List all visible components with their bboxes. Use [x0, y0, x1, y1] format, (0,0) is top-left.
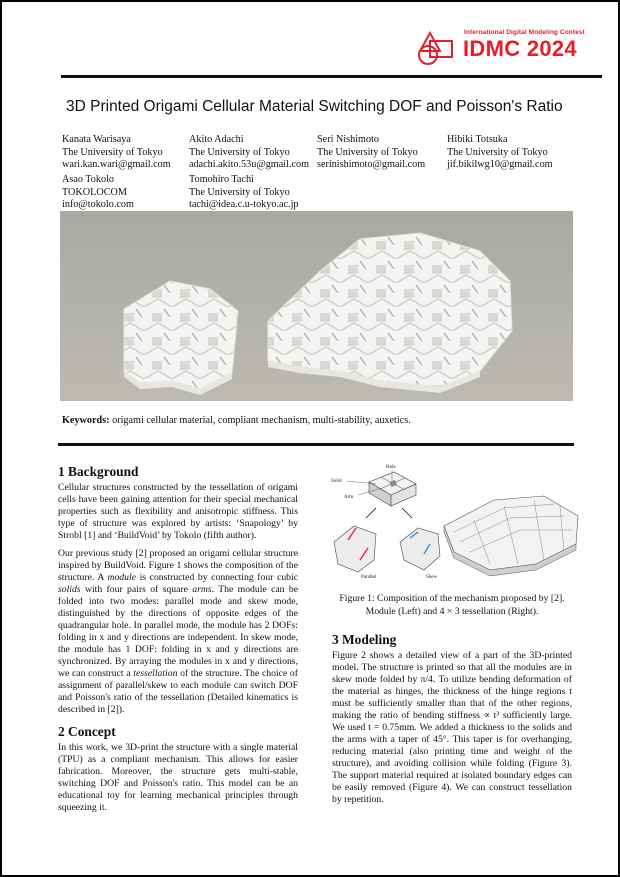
- author-block: [189, 134, 309, 172]
- parallel-mode-diagram: [334, 526, 377, 580]
- author-name: Asao Tokolo: [62, 174, 115, 185]
- section-heading-background: 1 Background: [58, 464, 139, 479]
- label-solid: Solid: [331, 479, 342, 484]
- left-column: [58, 464, 298, 820]
- background-paragraph-2: Our previous study [2] proposed an origami cellular structure inspired by BuildVoid. Figure 1 shows the composition of the structure. A module is constructed by connecting four cubic solids with four pairs of square arms. The module can be folded into two modes: parallel mode and skew mode, distinguished by the directions of opposite edges of the quadrangular hole. In parallel mode, the module has 2 DOFs: folding in x and y directions are independent. In skew mode, the module has 1 DOF: folding in x and y directions are synchronized. By arraying the modules in x and y directions, we can construct a tessellation of the structure. The choice of assignment of parallel/skew to each module can switch DOF and Poisson's ratio of the tessellation (Detailed kinematics is described in [2]).: [58, 548, 299, 715]
- author-affiliation: The University of Tokyo: [189, 146, 290, 158]
- label-parallel: Parallel: [361, 575, 377, 580]
- author-email: serinishimoto@gmail.com: [317, 159, 426, 171]
- label-arm: Arm: [344, 495, 354, 500]
- author-affiliation: TOKOLOCOM: [62, 186, 127, 198]
- author-name: Tomohiro Tachi: [189, 174, 254, 185]
- header-rule: [61, 75, 602, 78]
- tessellation-4x3-diagram: [444, 496, 578, 576]
- background-paragraph-1: Cellular structures constructed by the tessellation of origami cells have been gaining attention for their special mechanical properties such as flexibility and anisotropic stiffness. This type of structure was explored by artists: ‘Snapology’ by Strobl [1] and ‘BuildVoid’ by Tokolo (fifth author).: [58, 482, 298, 541]
- author-affiliation: The University of Tokyo: [62, 146, 163, 158]
- hero-photo-illustration: [60, 211, 573, 401]
- author-name: Seri Nishimoto: [317, 134, 379, 145]
- author-affiliation: The University of Tokyo: [317, 146, 418, 158]
- figure-1: [314, 460, 590, 580]
- author-email: adachi.akito.53u@gmail.com: [189, 159, 309, 171]
- figure-1-caption-line-2: Module (Left) and 4 × 3 tessellation (Right).: [365, 605, 539, 617]
- hero-photo-3d-printed-models: [60, 211, 573, 401]
- keywords-label: Keywords:: [62, 415, 110, 426]
- section-heading-modeling: 3 Modeling: [332, 632, 397, 647]
- author-block: [62, 134, 171, 172]
- author-email: info@tokolo.com: [62, 199, 134, 211]
- author-block: [189, 174, 299, 212]
- right-column: [332, 632, 572, 812]
- author-block: [447, 134, 553, 172]
- author-name: Hibiki Totsuka: [447, 134, 508, 145]
- author-email: tachi@idea.c.u-tokyo.ac.jp: [189, 199, 299, 211]
- figure-1-caption: [314, 593, 590, 618]
- keywords-text: origami cellular material, compliant mechanism, multi-stability, auxetics.: [112, 415, 411, 426]
- section-divider: [58, 443, 574, 446]
- figure-1-caption-line-1: Figure 1: Composition of the mechanism proposed by [2].: [339, 593, 565, 604]
- section-heading-concept: 2 Concept: [58, 724, 116, 739]
- author-affiliation: The University of Tokyo: [447, 146, 548, 158]
- concept-paragraph: In this work, we 3D-print the structure with a single material (TPU) as a compliant mechanism. This allows for easier fabrication. Moreover, the structure gets multi-stable, switching DOF and Poisson's ratio. This model can be an educational toy for learning mechanical principles through squeezing it.: [58, 742, 298, 813]
- arrow-to-skew-icon: [402, 508, 412, 518]
- author-email: wari.kan.wari@gmail.com: [62, 159, 171, 171]
- author-name: Akito Adachi: [189, 134, 244, 145]
- idmc-logo-mark-icon: [416, 29, 458, 69]
- keywords: [62, 415, 411, 426]
- paper-title: 3D Printed Origami Cellular Material Switching DOF and Poisson's Ratio: [66, 98, 563, 115]
- figure-1-diagram: [314, 460, 590, 580]
- logo-name: IDMC 2024: [463, 36, 577, 61]
- author-block: [62, 174, 134, 212]
- author-email: jif.bikilwg10@gmail.com: [447, 159, 553, 171]
- logo-subtitle: International Digital Modeling Contest: [464, 29, 585, 36]
- idmc-logo: [416, 29, 596, 69]
- module-diagram: [331, 465, 416, 518]
- arrow-to-parallel-icon: [366, 508, 376, 518]
- modeling-paragraph: Figure 2 shows a detailed view of a part of the 3D-printed model. The structure is printed so that all the modules are in skew mode folded by π/4. To utilize bending deformation of the material as hinges, the thickness of the hinge regions t must be sufficiently smaller than that of the other regions, making the ratio of bending stiffness ∝ t³ sufficiently large. We used t = 0.75mm. We added a thickness to the solids and the arms with a taper of 45°. This taper is for overhanging, reducing material (also printing time and weight of the structure), and avoiding collision while folding (Figure 3). The support material required at isolated boundary edges can be easily removed (Figure 4). We can construct tessellation by repetition.: [332, 650, 572, 805]
- label-hole: Hole: [386, 465, 396, 470]
- label-skew: Skew: [426, 575, 438, 580]
- skew-mode-diagram: [400, 528, 440, 580]
- author-block: [317, 134, 425, 172]
- author-name: Kanata Warisaya: [62, 134, 131, 145]
- author-affiliation: The University of Tokyo: [189, 186, 290, 198]
